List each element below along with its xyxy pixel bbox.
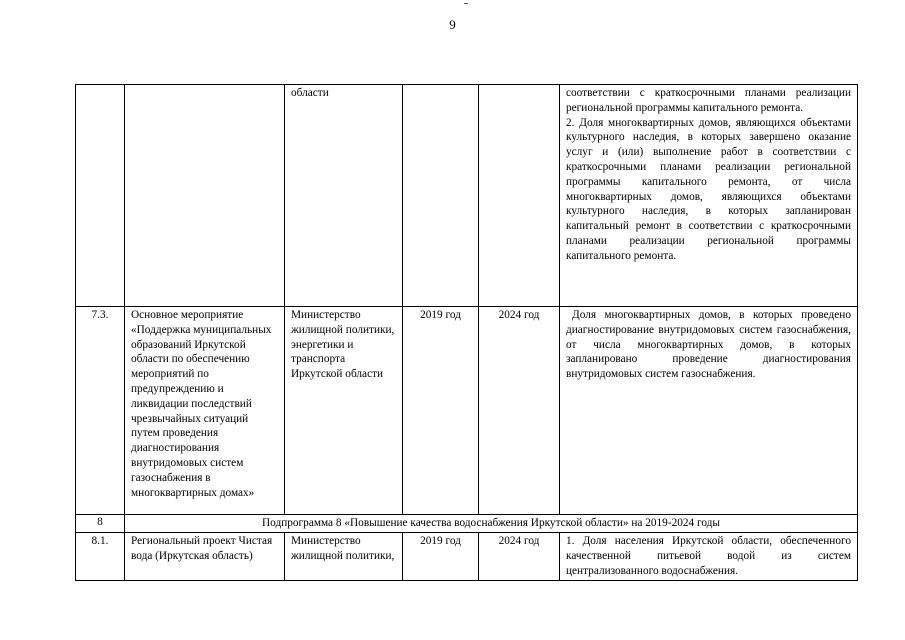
end-year: 2024 год: [479, 307, 560, 515]
row-number: 8: [76, 515, 125, 533]
table-row: [76, 307, 858, 515]
table-row: [76, 533, 858, 581]
results-cell: [560, 85, 858, 307]
results-cell: [560, 307, 858, 515]
program-table: [75, 84, 858, 581]
row-number: 7.3.: [76, 307, 125, 515]
subprogram-row: [76, 515, 858, 533]
end-year: 2024 год: [479, 533, 560, 581]
result-paragraph: Доля многоквартирных домов, в которых проведено диагностирование внутридомовых систем газоснабжения, от числа многоквартирных домов, в которых запланировано проведение диагностирования внутридомовых систем газоснабжения.: [566, 309, 851, 381]
table-row: [76, 85, 858, 307]
event-name: [125, 85, 285, 307]
page-number: 9: [449, 17, 456, 32]
start-year: [403, 85, 479, 307]
executor: Министерство жилищной политики,: [285, 533, 403, 581]
event-name: Региональный проект Чистая вода (Иркутская область): [125, 533, 285, 581]
result-paragraph: соответствии с краткосрочными планами реализации региональной программы капитального ремонта.: [566, 87, 851, 114]
row-number: 8.1.: [76, 533, 125, 581]
result-paragraph: 2. Доля многоквартирных домов, являющихся объектами культурного наследия, в которых завершено оказание услуг и (или) выполнение работ в соответствии с краткосрочными планами реализации региональной программы капитального ремонта, от числа многоквартирных домов, являющихся объектами культурного наследия, в которых запланирован капитальный ремонт в соответствии с краткосрочными планами реализации региональной программы капитального ремонта.: [566, 116, 851, 262]
executor: области: [285, 85, 403, 307]
start-year: 2019 год: [403, 307, 479, 515]
end-year: [479, 85, 560, 307]
results-cell: [560, 533, 858, 581]
scan-speck: [464, 3, 468, 4]
event-name: Основное мероприятие «Поддержка муниципальных образований Иркутской области по обеспечению мероприятий по предупреждению и ликвидации последствий чрезвычайных ситуаций путем проведения диагностирования внутридомовых систем газоснабжения в многоквартирных домах»: [125, 307, 285, 515]
result-paragraph: 1. Доля населения Иркутской области, обеспеченного качественной питьевой водой из систем централизованного водоснабжения.: [566, 535, 851, 577]
subprogram-title: Подпрограмма 8 «Повышение качества водоснабжения Иркутской области» на 2019-2024 годы: [125, 515, 858, 533]
executor: Министерство жилищной политики, энергетики и транспорта Иркутской области: [285, 307, 403, 515]
start-year: 2019 год: [403, 533, 479, 581]
row-number: [76, 85, 125, 307]
